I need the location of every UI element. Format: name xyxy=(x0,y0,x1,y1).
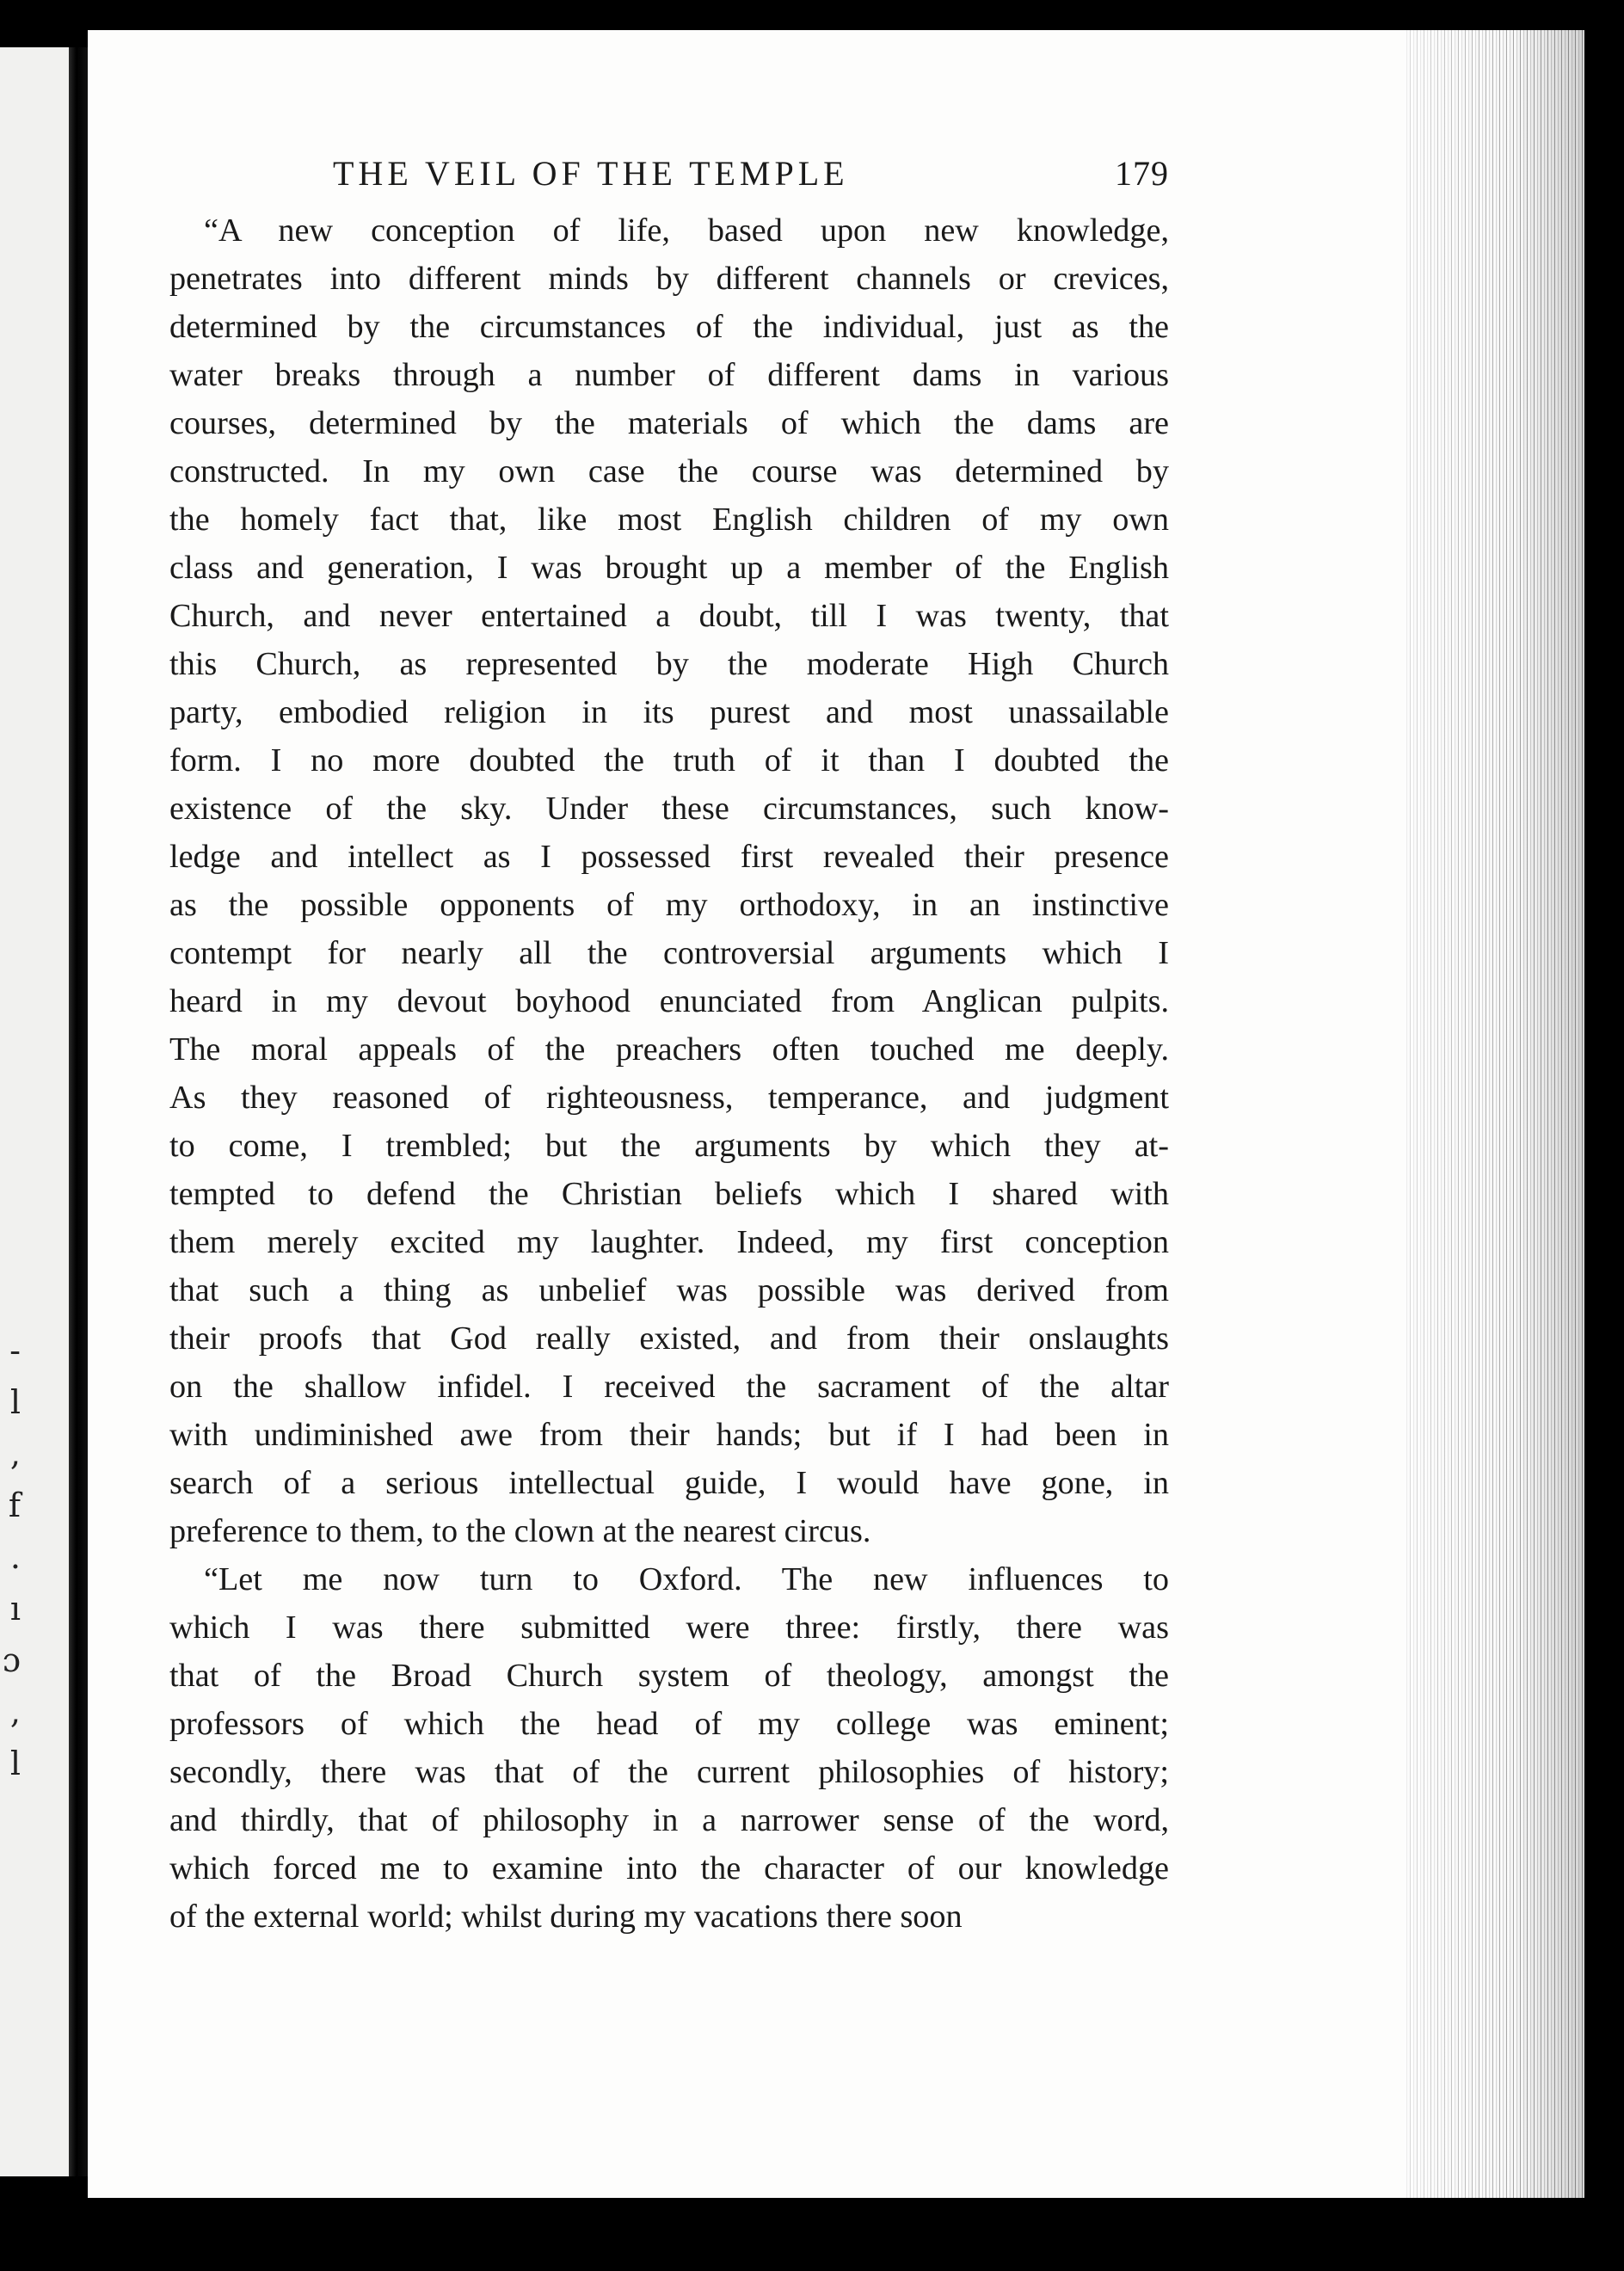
text-line: courses, determined by the materials of which the dams are xyxy=(169,405,1169,441)
margin-mark: l xyxy=(9,1383,21,1421)
margin-mark: . xyxy=(9,1538,21,1576)
text-line: tempted to defend the Christian beliefs which I shared with xyxy=(169,1176,1169,1212)
text-line: heard in my devout boyhood enunciated from Anglican pulpits. xyxy=(169,983,1169,1019)
margin-mark: ɔ xyxy=(2,1641,21,1679)
text-line: penetrates into different minds by different channels or crevices, xyxy=(169,261,1169,297)
text-line: as the possible opponents of my orthodoxy, in an instinctive xyxy=(169,887,1169,923)
text-line: and thirdly, that of philosophy in a narrower sense of the word, xyxy=(169,1802,1169,1838)
margin-mark: f xyxy=(8,1486,21,1524)
text-line: “Let me now turn to Oxford. The new influences to xyxy=(204,1561,1169,1597)
text-line: constructed. In my own case the course was determined by xyxy=(169,453,1169,489)
text-line: which I was there submitted were three: firstly, there was xyxy=(169,1609,1169,1646)
text-line: their proofs that God really existed, and from their onslaughts xyxy=(169,1320,1169,1357)
text-line: of the external world; whilst during my vacations there soon xyxy=(169,1899,963,1935)
text-line: that such a thing as unbelief was possible was derived from xyxy=(169,1272,1169,1308)
body-text xyxy=(169,206,1169,1941)
margin-mark: , xyxy=(9,1693,21,1731)
book-gutter xyxy=(69,47,88,2176)
text-line: The moral appeals of the preachers often touched me deeply. xyxy=(169,1031,1169,1068)
page-stack-edge xyxy=(1404,30,1584,2198)
text-line: professors of which the head of my college was eminent; xyxy=(169,1706,1169,1742)
page-text-block xyxy=(169,146,1169,1941)
paragraph xyxy=(169,206,1169,1555)
text-line: search of a serious intellectual guide, I would have gone, in xyxy=(169,1465,1169,1501)
margin-mark: , xyxy=(9,1435,21,1473)
margin-mark: l xyxy=(9,1745,21,1782)
margin-mark: - xyxy=(9,1332,21,1369)
text-line: water breaks through a number of different dams in various xyxy=(169,357,1169,393)
text-line: the homely fact that, like most English children of my own xyxy=(169,502,1169,538)
text-line: class and generation, I was brought up a member of the English xyxy=(169,550,1169,586)
facing-page-margin-marks xyxy=(0,1325,21,1789)
text-line: which forced me to examine into the character of our knowledge xyxy=(169,1850,1169,1886)
margin-mark: ı xyxy=(9,1590,21,1628)
text-line: “A new conception of life, based upon new knowledge, xyxy=(204,212,1169,249)
text-line: this Church, as represented by the moderate High Church xyxy=(169,646,1169,682)
text-line: determined by the circumstances of the individual, just as the xyxy=(169,309,1169,345)
text-line: them merely excited my laughter. Indeed, my first conception xyxy=(169,1224,1169,1260)
text-line: ledge and intellect as I possessed first revealed their presence xyxy=(169,839,1169,875)
running-title: THE VEIL OF THE TEMPLE xyxy=(333,154,849,193)
paragraph xyxy=(169,1555,1169,1941)
text-line: form. I no more doubted the truth of it than I doubted the xyxy=(169,742,1169,779)
text-line: party, embodied religion in its purest and most unassailable xyxy=(169,694,1169,730)
text-line: existence of the sky. Under these circumstances, such know- xyxy=(169,791,1169,827)
facing-page-edge xyxy=(0,47,69,2176)
text-line: contempt for nearly all the controversial arguments which I xyxy=(169,935,1169,971)
page-number: 179 xyxy=(1115,154,1169,193)
running-head xyxy=(169,146,1169,206)
text-line: secondly, there was that of the current philosophies of history; xyxy=(169,1754,1169,1790)
text-line: As they reasoned of righteousness, temperance, and judgment xyxy=(169,1080,1169,1116)
text-line: with undiminished awe from their hands; but if I had been in xyxy=(169,1417,1169,1453)
text-line: on the shallow infidel. I received the sacrament of the altar xyxy=(169,1369,1169,1405)
text-line: to come, I trembled; but the arguments by which they at- xyxy=(169,1128,1169,1164)
text-line: preference to them, to the clown at the nearest circus. xyxy=(169,1513,871,1549)
text-line: Church, and never entertained a doubt, till I was twenty, that xyxy=(169,598,1169,634)
text-line: that of the Broad Church system of theology, amongst the xyxy=(169,1658,1169,1694)
